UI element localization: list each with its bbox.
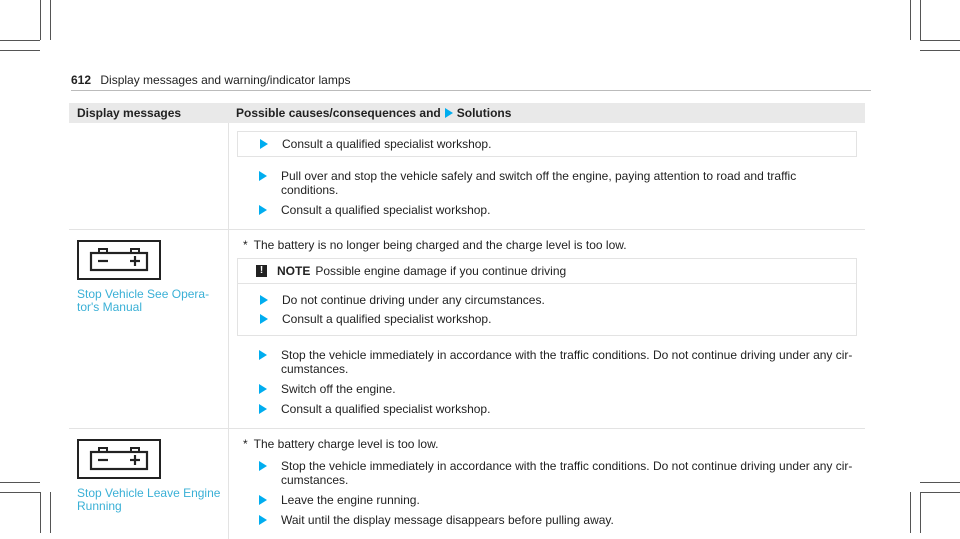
- crop-mark: [0, 482, 40, 483]
- crop-mark: [920, 0, 921, 40]
- message-cell: [69, 123, 228, 229]
- arrow-right-icon: [259, 461, 267, 471]
- crop-mark: [40, 492, 41, 533]
- arrow-right-icon: [260, 295, 268, 305]
- message-cell: [69, 429, 228, 539]
- arrow-right-icon: [259, 171, 267, 181]
- solution-step: Consult a qualified specialist workshop.: [237, 402, 865, 416]
- table-header: [69, 103, 865, 123]
- solution-step: Stop the vehicle immediately in accordance with the traffic conditions. Do not continue driving under any cir-cumstances.: [237, 459, 865, 487]
- note-step: Consult a qualified specialist workshop.: [238, 312, 856, 326]
- crop-mark: [40, 0, 41, 40]
- crop-mark: [920, 492, 960, 493]
- battery-warning-icon: [77, 240, 161, 280]
- crop-mark: [50, 0, 51, 40]
- crop-mark: [50, 492, 51, 533]
- table-row: [69, 123, 865, 230]
- crop-mark: [920, 492, 921, 533]
- arrow-right-icon: [260, 139, 268, 149]
- col-header-causes: Possible causes/consequences and Solutions: [236, 106, 512, 120]
- crop-mark: [0, 492, 40, 493]
- note-box: [237, 258, 857, 336]
- crop-mark: [920, 50, 960, 51]
- solution-step: Wait until the display message disappears before pulling away.: [237, 513, 865, 527]
- exclamation-icon: !: [256, 265, 267, 277]
- battery-warning-icon: [77, 439, 161, 479]
- table-row: [69, 230, 865, 429]
- note-step: Do not continue driving under any circumstances.: [238, 293, 856, 307]
- continued-box: [237, 131, 857, 157]
- cause-text: * The battery is no longer being charged and the charge level is too low.: [243, 238, 627, 252]
- arrow-right-icon: [259, 404, 267, 414]
- display-message-label: Stop Vehicle See Opera- tor's Manual: [77, 287, 210, 314]
- col-header-messages: Display messages: [77, 106, 182, 120]
- solution-step: Switch off the engine.: [237, 382, 865, 396]
- display-message-label: Stop Vehicle Leave Engine Running: [77, 486, 221, 513]
- crop-mark: [920, 482, 960, 483]
- page-header: [71, 73, 351, 87]
- battery-icon: [89, 248, 149, 272]
- battery-icon: [89, 447, 149, 471]
- page-title: Display messages and warning/indicator lamps: [100, 73, 351, 87]
- crop-mark: [0, 40, 40, 41]
- solution-step: Leave the engine running.: [237, 493, 865, 507]
- header-rule: [71, 90, 871, 91]
- arrow-right-icon: [259, 515, 267, 525]
- solution-cell: [228, 123, 865, 229]
- solution-step: Stop the vehicle immediately in accordance with the traffic conditions. Do not continue driving under any cir-cumstances.: [237, 348, 865, 376]
- arrow-right-icon: [259, 205, 267, 215]
- solution-step: Consult a qualified specialist workshop.: [237, 203, 865, 217]
- arrow-right-icon: [259, 384, 267, 394]
- crop-mark: [920, 40, 960, 41]
- arrow-right-icon: [445, 108, 453, 118]
- arrow-right-icon: [260, 314, 268, 324]
- page-number: 612: [71, 73, 92, 87]
- arrow-right-icon: [259, 350, 267, 360]
- note-header: ! NOTE Possible engine damage if you continue driving: [238, 259, 856, 284]
- crop-mark: [0, 50, 40, 51]
- crop-mark: [910, 492, 911, 533]
- solution-cell: [228, 230, 865, 428]
- message-cell: [69, 230, 228, 428]
- solution-step: Consult a qualified specialist workshop.: [238, 137, 856, 151]
- cause-text: * The battery charge level is too low.: [243, 437, 439, 451]
- arrow-right-icon: [259, 495, 267, 505]
- solution-step: Pull over and stop the vehicle safely and switch off the engine, paying attention to road and traffic conditions.: [237, 169, 865, 197]
- table-row: [69, 429, 865, 539]
- crop-mark: [910, 0, 911, 40]
- note-steps: [238, 284, 856, 335]
- solution-cell: [228, 429, 865, 539]
- display-messages-table: [69, 103, 865, 539]
